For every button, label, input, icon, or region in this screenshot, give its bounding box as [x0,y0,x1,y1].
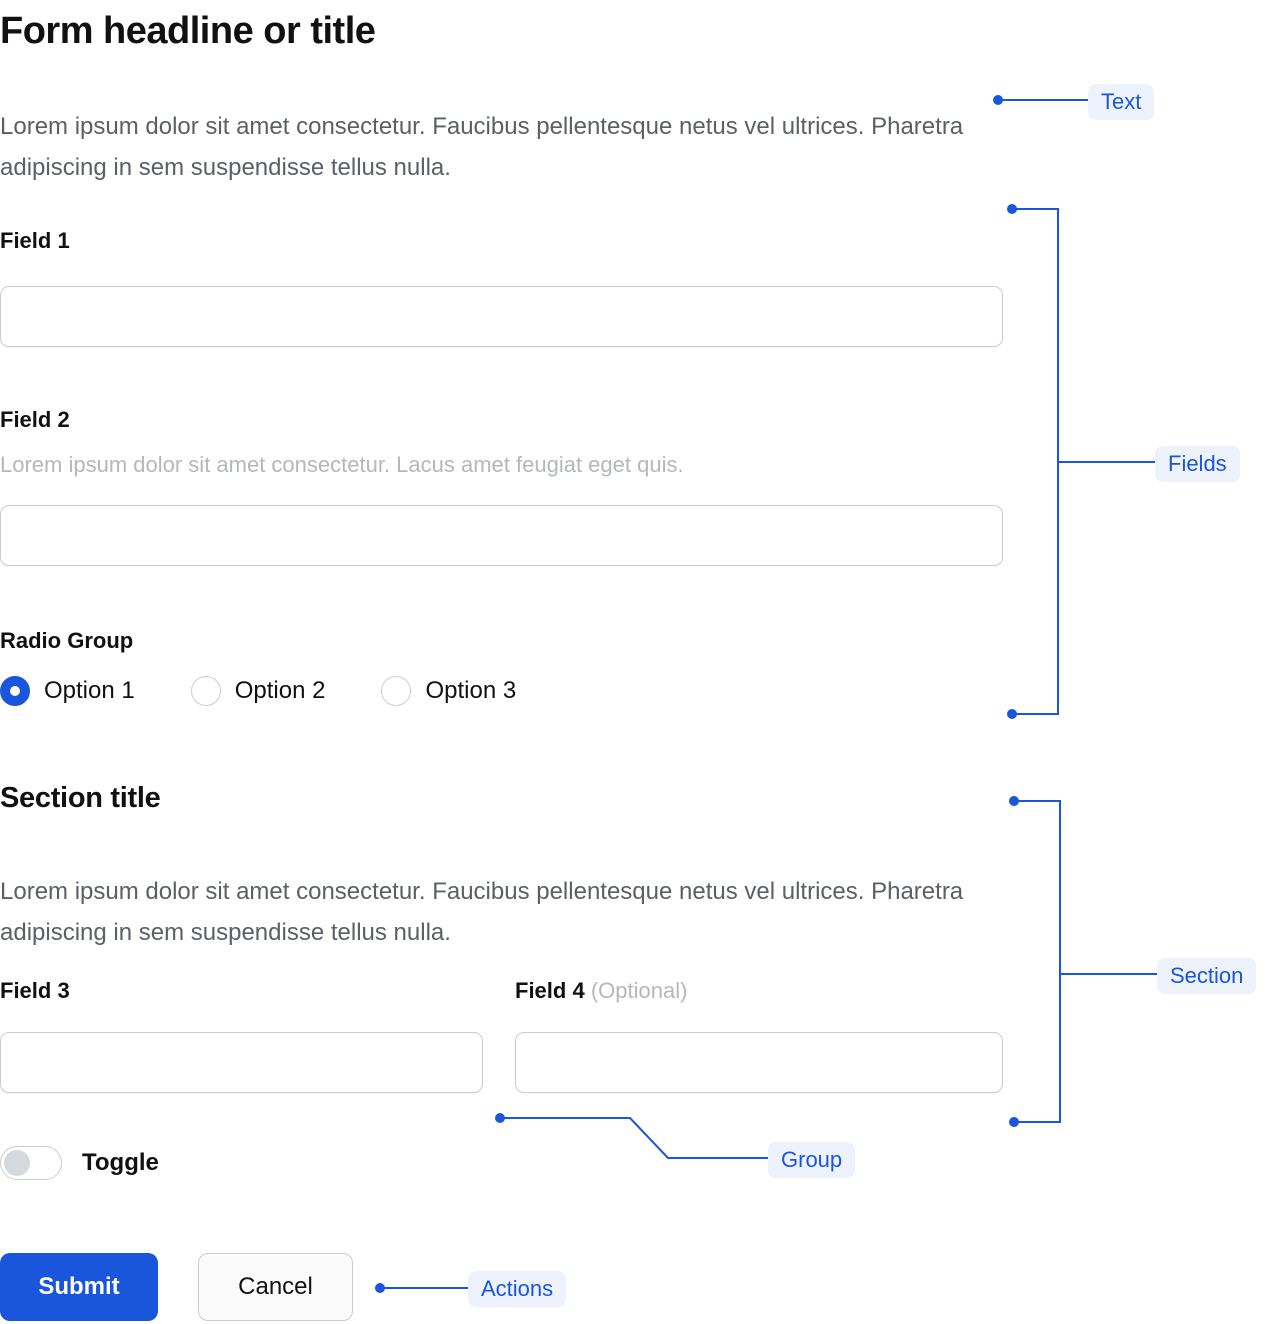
radio-unselected-icon[interactable] [381,676,411,706]
annotation-tag-actions: Actions [468,1271,566,1307]
annotation-tag-section: Section [1157,958,1256,994]
radio-group-label: Radio Group [0,628,134,653]
radio-option-1-label: Option 1 [44,677,135,704]
section-title: Section title [0,782,161,814]
toggle-label: Toggle [82,1149,159,1176]
toggle-switch[interactable] [0,1146,62,1180]
field2-hint: Lorem ipsum dolor sit amet consectetur. Lacus amet feugiat eget quis. [0,452,684,477]
field4-input[interactable] [515,1032,1003,1093]
field4-optional-note: (Optional) [590,978,688,1003]
radio-option-1[interactable] [0,676,135,706]
field3-label: Field 3 [0,978,70,1003]
radio-selected-icon[interactable] [0,676,30,706]
field4-label [515,978,687,1004]
intro-text: Lorem ipsum dolor sit amet consectetur. Faucibus pellentesque netus vel ultrices. Pharetra adipiscing in sem suspendisse tellus nulla. [0,113,964,181]
toggle-row [0,1146,159,1180]
annotation-tag-fields: Fields [1155,446,1240,482]
field1-input[interactable] [0,286,1003,347]
radio-option-2-label: Option 2 [234,677,326,704]
radio-option-2[interactable] [191,676,326,706]
toggle-knob-icon [4,1150,30,1176]
page-title: Form headline or title [0,10,376,52]
field2-input[interactable] [0,505,1003,566]
field3-input[interactable] [0,1032,483,1093]
field2-label: Field 2 [0,407,70,432]
radio-group [0,676,516,706]
cancel-button[interactable]: Cancel [198,1253,353,1321]
annotation-tag-text: Text [1088,84,1154,120]
field1-label: Field 1 [0,228,70,253]
submit-button[interactable]: Submit [0,1253,158,1321]
annotation-tag-group: Group [768,1142,855,1178]
radio-option-3[interactable] [381,676,516,706]
radio-unselected-icon[interactable] [191,676,221,706]
field4-label-text: Field 4 [515,978,585,1003]
radio-option-3-label: Option 3 [425,677,517,704]
actions-row [0,1253,353,1321]
section-description: Lorem ipsum dolor sit amet consectetur. Faucibus pellentesque netus vel ultrices. Pharetra adipiscing in sem suspendisse tellus nulla. [0,878,964,946]
